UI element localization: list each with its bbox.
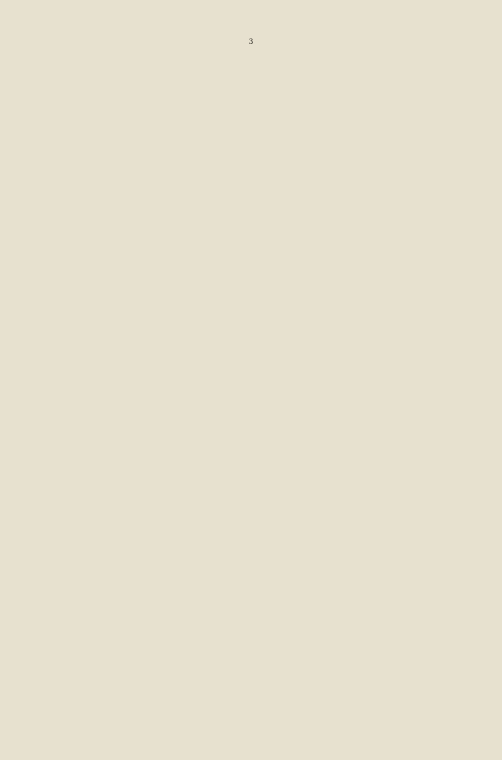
text-column-left — [48, 58, 244, 728]
body-text — [48, 58, 458, 728]
text-column-right — [264, 58, 458, 728]
page-number: 3 — [248, 38, 254, 46]
